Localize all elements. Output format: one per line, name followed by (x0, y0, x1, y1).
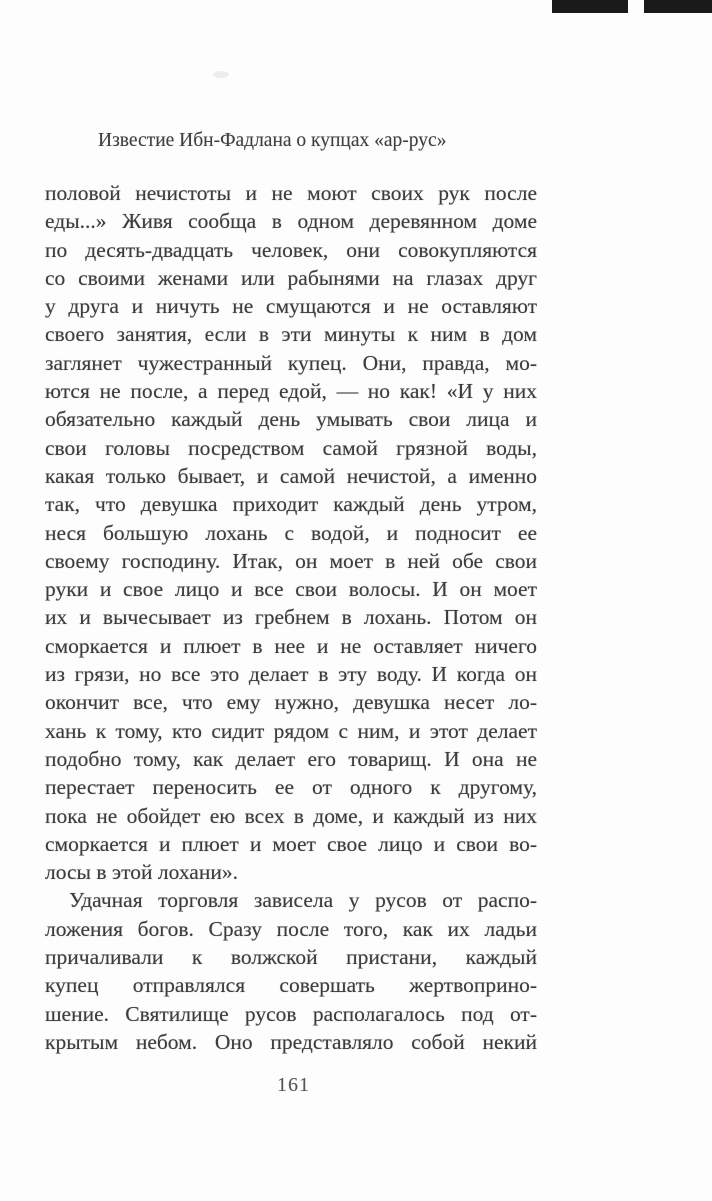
text-line: сморкается и плюет и моет свое лицо и свои во- (45, 831, 537, 856)
page-number: 161 (277, 1074, 310, 1096)
text-line: крытым небом. Оно представляло собой некий (45, 1029, 537, 1054)
text-line: свои головы посредством самой грязной воды, (45, 435, 537, 460)
text-line: сморкается и плюет в нее и не оставляет ничего (45, 633, 537, 658)
text-line: пока не обойдет ею всех в доме, и каждый из них (45, 803, 537, 828)
text-line: обязательно каждый день умывать свои лица и (45, 407, 537, 432)
text-line: так, что девушка приходит каждый день утром, (45, 492, 537, 517)
text-line: половой нечистоты и не моют своих рук после (45, 181, 537, 205)
text-line: заглянет чужестранный купец. Они, правда, мо- (45, 350, 537, 375)
text-line: окончит все, что ему нужно, девушка несет ло- (45, 690, 537, 715)
text-line: шение. Святилище русов располагалось под от- (45, 1001, 537, 1026)
body-text (45, 179, 537, 1056)
text-line: причаливали к волжской пристани, каждый (45, 945, 537, 970)
text-line: своему господину. Итак, он моет в ней обе свои (45, 548, 537, 573)
text-line: ложения богов. Сразу после того, как их ладьи (45, 916, 537, 941)
text-line: ются не после, а перед едой, — но как! «И у них (45, 379, 537, 404)
text-line: какая только бывает, и самой нечистой, а именно (45, 463, 537, 488)
text-line: руки и свое лицо и все свои волосы. И он моет (45, 577, 537, 602)
scan-edge-bar-left (552, 0, 628, 13)
text-line: по десять-двадцать человек, они совокупляются (45, 237, 537, 262)
text-line-paragraph-end: лосы в этой лохани». (45, 860, 238, 885)
text-line: неся большую лохань с водой, и подносит ее (45, 520, 537, 545)
text-line-paragraph-start: Удачная торговля зависела у русов от распо- (69, 888, 537, 913)
text-line: их и вычесывает из гребнем в лохань. Потом он (45, 605, 537, 630)
text-line: своего занятия, если в эти минуты к ним в дом (45, 322, 537, 347)
chapter-header: Известие Ибн-Фадлана о купцах «ар-рус» (98, 130, 447, 151)
text-line: хань к тому, кто сидит рядом с ним, и этот делает (45, 718, 537, 743)
text-line: подобно тому, как делает его товарищ. И она не (45, 746, 537, 771)
scan-smudge (213, 71, 229, 78)
text-line: купец отправлялся совершать жертвоприно- (45, 973, 537, 998)
text-line: из грязи, но все это делает в эту воду. И когда он (45, 662, 537, 687)
scan-edge-bar-right (644, 0, 712, 13)
text-line: еды...» Живя сообща в одном деревянном доме (45, 209, 537, 234)
text-line: у друга и ничуть не смущаются и не оставляют (45, 294, 537, 319)
text-line: перестает переносить ее от одного к другому, (45, 775, 537, 800)
text-line: со своими женами или рабынями на глазах друг (45, 265, 537, 290)
